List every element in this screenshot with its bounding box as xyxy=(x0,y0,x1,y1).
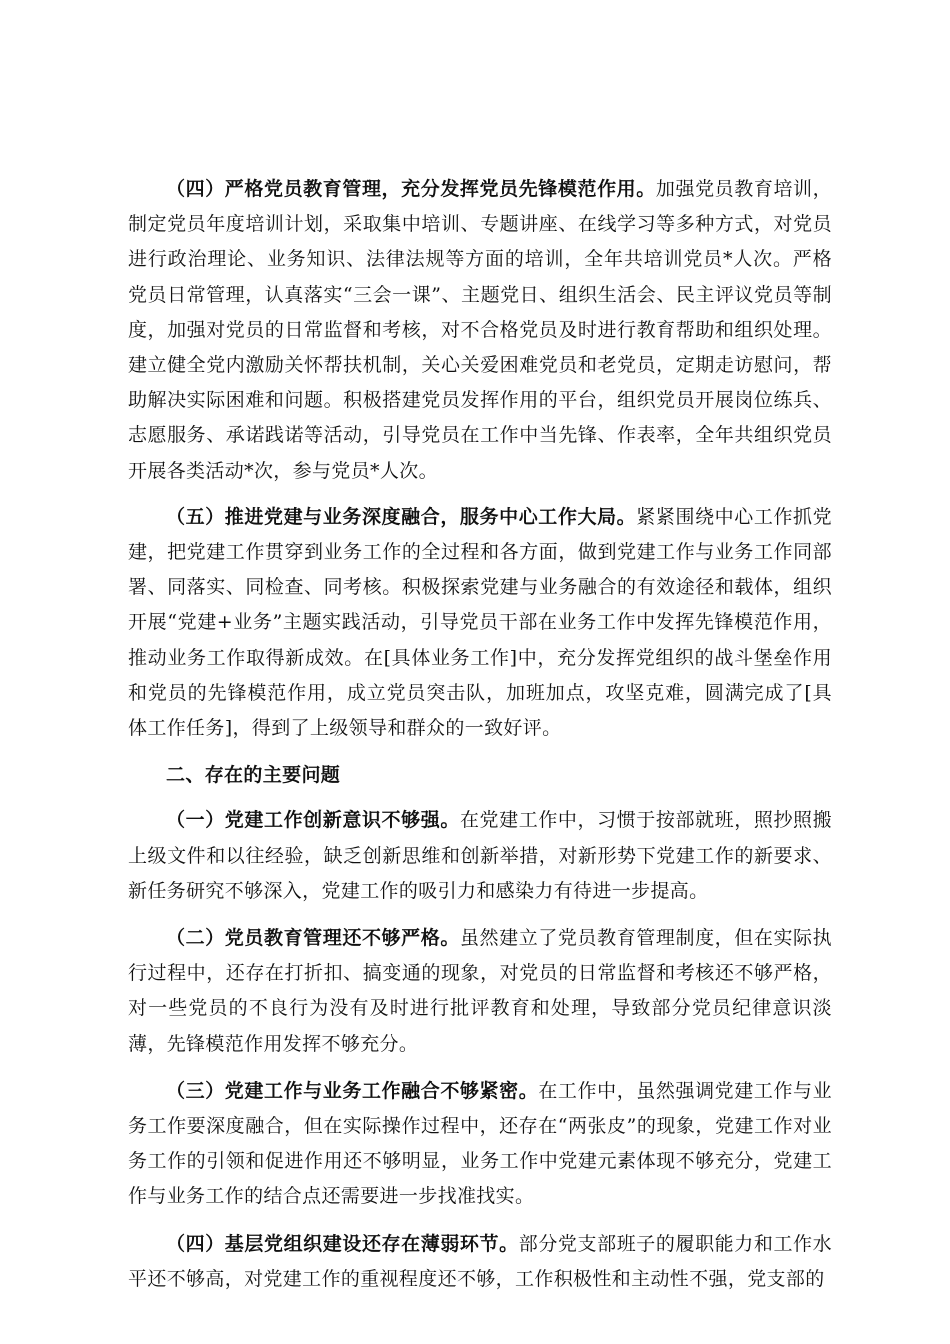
problem-body: 部分党支部班子的履职能力和工作水平还不够高，对党建工作的重视程度还不够，工作积极性和主动性不强，党支部的 xyxy=(128,1232,832,1290)
problem-lead: （三）党建工作与业务工作融合不够紧密。 xyxy=(166,1079,539,1102)
paragraph-lead: （四）严格党员教育管理，充分发挥党员先锋模范作用。 xyxy=(166,178,656,200)
paragraph-body: 加强党员教育培训，制定党员年度培训计划，采取集中培训、专题讲座、在线学习等多种方式，对党员进行政治理论、业务知识、法律法规等方面的培训，全年共培训党员*人次。严格党员日常管理，认真落实“三会一课”、主题党日、组织生活会、民主评议党员等制度，加强对党员的日常监督和考核，对不合格党员及时进行教育帮助和组织处理。建立健全党内激励关怀帮扶机制，关心关爱困难党员和老党员，定期走访慰问，帮助解决实际困难和问题。积极搭建党员发挥作用的平台，组织党员开展岗位练兵、志愿服务、承诺践诺等活动，引导党员在工作中当先锋、作表率，全年共组织党员开展各类活动*次，参与党员*人次。 xyxy=(128,178,832,482)
paragraph-body: 紧紧围绕中心工作抓党建，把党建工作贯穿到业务工作的全过程和各方面，做到党建工作与业务工作同部署、同落实、同检查、同考核。积极探索党建与业务融合的有效途径和载体，组织开展“党建+业务”主题实践活动，引导党员干部在业务工作中发挥先锋模范作用，推动业务工作取得新成效。在[具体业务工作]中，充分发挥党组织的战斗堡垒作用和党员的先锋模范作用，成立党员突击队，加班加点，攻坚克难，圆满完成了[具体工作任务]，得到了上级领导和群众的一致好评。 xyxy=(128,505,832,740)
paragraph-lead: （五）推进党建与业务深度融合，服务中心工作大局。 xyxy=(166,505,637,528)
problem-item-education-management xyxy=(128,921,832,1062)
problem-body: 在党建工作中，习惯于按部就班，照抄照搬上级文件和以往经验，缺乏创新思维和创新举措，对新形势下党建工作的新要求、新任务研究不够深入，党建工作的吸引力和感染力有待进一步提高。 xyxy=(128,809,832,902)
problem-body: 虽然建立了党员教育管理制度，但在实际执行过程中，还存在打折扣、搞变通的现象，对党员的日常监督和考核还不够严格，对一些党员的不良行为没有及时进行批评教育和处理，导致部分党员纪律意识淡薄，先锋模范作用发挥不够充分。 xyxy=(128,927,832,1055)
problem-lead: （四）基层党组织建设还存在薄弱环节。 xyxy=(166,1232,519,1255)
problem-item-innovation xyxy=(128,803,832,909)
document-page xyxy=(128,172,832,1309)
problem-lead: （二）党员教育管理还不够严格。 xyxy=(166,927,460,950)
problem-item-grassroots xyxy=(128,1227,832,1297)
problem-item-integration xyxy=(128,1074,832,1215)
paragraph-party-business-integration xyxy=(128,500,832,746)
problem-body: 在工作中，虽然强调党建工作与业务工作要深度融合，但在实际操作过程中，还存在“两张皮”的现象，党建工作对业务工作的引领和促进作用还不够明显，业务工作中党建元素体现不够充分，党建工作与业务工作的结合点还需要进一步找准找实。 xyxy=(128,1079,832,1208)
paragraph-party-member-education xyxy=(128,172,832,489)
problem-lead: （一）党建工作创新意识不够强。 xyxy=(166,809,460,832)
section-heading-main-problems: 二、存在的主要问题 xyxy=(166,764,341,787)
